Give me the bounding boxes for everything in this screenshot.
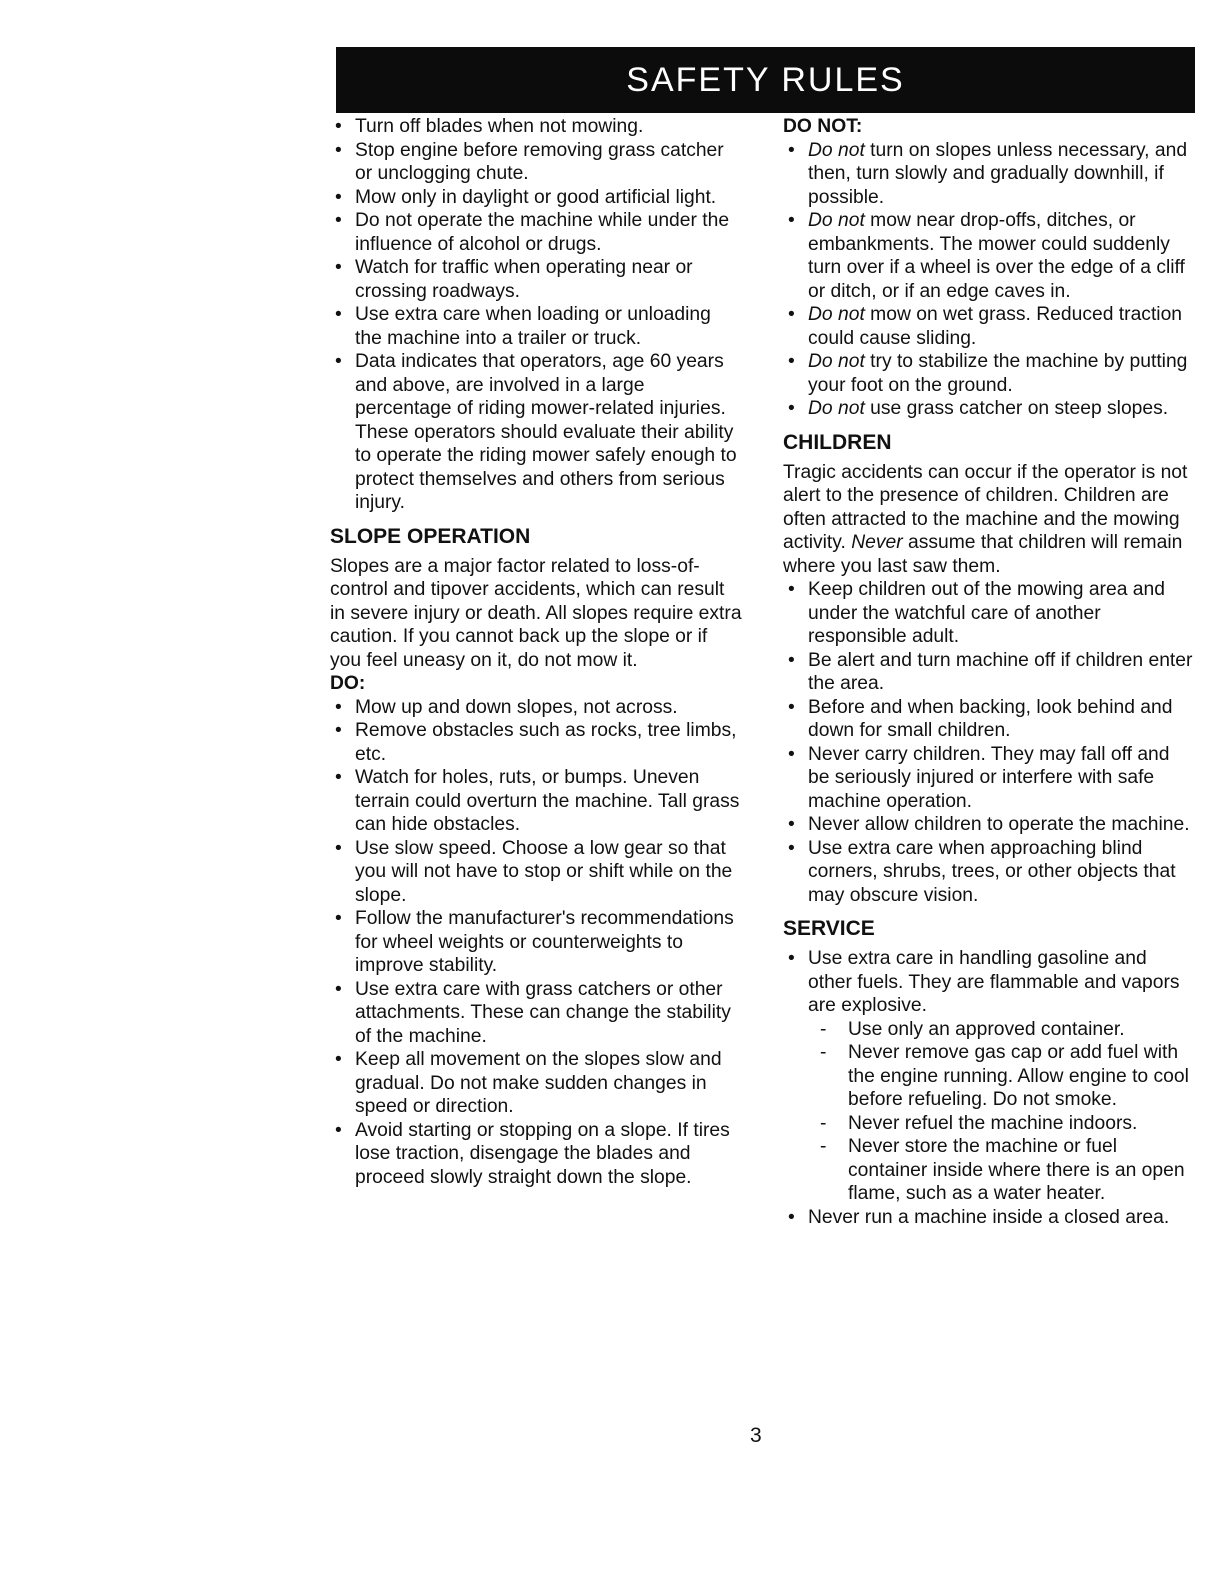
sub-list-item: - Never remove gas cap or add fuel with the engine running. Allow engine to cool before refueling. Do not smoke. [808, 1041, 1195, 1112]
never-emphasis: Never [851, 532, 903, 553]
do-not-emphasis: Do not [808, 351, 865, 372]
children-heading: CHILDREN [783, 430, 892, 454]
sub-list-item: - Use only an approved container. [808, 1018, 1195, 1042]
list-item-text: mow near drop-offs, ditches, or embankments. The mower could suddenly turn over if a wheel is over the edge of a cliff or ditch, or if an edge caves in. [808, 210, 1185, 302]
list-item [783, 350, 1195, 397]
list-item: • Never carry children. They may fall off and be seriously injured or interfere with safe machine operation. [783, 743, 1195, 814]
do-not-emphasis: Do not [808, 210, 865, 231]
list-item: • Mow up and down slopes, not across. [330, 696, 742, 720]
service-sublist [808, 1018, 1195, 1206]
do-not-emphasis: Do not [808, 304, 865, 325]
list-item: • Avoid starting or stopping on a slope. If tires lose traction, disengage the blades and proceed slowly straight down the slope. [330, 1119, 742, 1190]
list-item: • Data indicates that operators, age 60 years and above, are involved in a large percentage of riding mower-related injuries. These operators should evaluate their ability to operate the riding mower safely enough to protect themselves and others from serious injury. [330, 350, 742, 515]
list-item: • Watch for traffic when operating near or crossing roadways. [330, 256, 742, 303]
list-item-text: try to stabilize the machine by putting your foot on the ground. [808, 351, 1188, 396]
do-not-emphasis: Do not [808, 398, 865, 419]
sub-list-item: - Never store the machine or fuel container inside where there is an open flame, such as a water heater. [808, 1135, 1195, 1206]
children-intro-paragraph [783, 461, 1195, 579]
general-rules-list [330, 115, 742, 515]
list-item [783, 397, 1195, 421]
left-column [330, 115, 742, 1189]
section-title-banner: SAFETY RULES [336, 47, 1195, 113]
list-item: • Keep children out of the mowing area and under the watchful care of another responsible adult. [783, 578, 1195, 649]
list-item [783, 209, 1195, 303]
list-item: • Watch for holes, ruts, or bumps. Uneven terrain could overturn the machine. Tall grass can hide obstacles. [330, 766, 742, 837]
list-item: • Remove obstacles such as rocks, tree limbs, etc. [330, 719, 742, 766]
list-item: • Before and when backing, look behind and down for small children. [783, 696, 1195, 743]
list-item: • Keep all movement on the slopes slow and gradual. Do not make sudden changes in speed or direction. [330, 1048, 742, 1119]
list-item-text: Use extra care in handling gasoline and other fuels. They are flammable and vapors are explosive. [808, 948, 1180, 1016]
do-list [330, 696, 742, 1190]
slope-operation-heading: SLOPE OPERATION [330, 524, 531, 548]
list-item: • Use extra care with grass catchers or other attachments. These can change the stability of the machine. [330, 978, 742, 1049]
list-item: • Mow only in daylight or good artificial light. [330, 186, 742, 210]
children-intro-text: Tragic accidents can occur if the operator is not alert to the presence of children. Children are often attracted to the machine and the mowing activity. [783, 461, 1188, 553]
list-item [783, 139, 1195, 210]
do-not-list [783, 139, 1195, 421]
list-item: • Follow the manufacturer's recommendations for wheel weights or counterweights to improve stability. [330, 907, 742, 978]
sub-list-item: - Never refuel the machine indoors. [808, 1112, 1195, 1136]
list-item-text: mow on wet grass. Reduced traction could cause sliding. [808, 304, 1183, 349]
list-item: • Use slow speed. Choose a low gear so that you will not have to stop or shift while on the slope. [330, 837, 742, 908]
list-item-text: use grass catcher on steep slopes. [864, 398, 1169, 419]
list-item [783, 947, 1195, 1206]
list-item: • Never run a machine inside a closed area. [783, 1206, 1195, 1230]
children-list [783, 578, 1195, 907]
do-not-label: DO NOT: [783, 116, 863, 137]
page-number: 3 [750, 1424, 762, 1447]
children-intro-end: assume that children will remain where you last saw them. [783, 532, 1183, 577]
do-not-emphasis: Do not [808, 139, 865, 161]
list-item: • Turn off blades when not mowing. [330, 115, 742, 139]
list-item-text: turn on slopes unless necessary, and then, turn slowly and gradually downhill, if possible. [808, 139, 1188, 208]
service-heading: SERVICE [783, 917, 875, 940]
right-column [783, 115, 1195, 1229]
slope-intro-paragraph: Slopes are a major factor related to loss-of-control and tipover accidents, which can result in severe injury or death. All slopes require extra caution. If you cannot back up the slope or if you feel uneasy on it, do not mow it. [330, 555, 742, 671]
list-item: • Use extra care when loading or unloading the machine into a trailer or truck. [330, 303, 742, 350]
list-item: • Do not operate the machine while under the influence of alcohol or drugs. [330, 209, 742, 256]
list-item: • Be alert and turn machine off if children enter the area. [783, 649, 1195, 696]
list-item: • Use extra care when approaching blind corners, shrubs, trees, or other objects that may obscure vision. [783, 837, 1195, 908]
list-item [783, 303, 1195, 350]
do-label: DO: [330, 673, 366, 694]
list-item: • Stop engine before removing grass catcher or unclogging chute. [330, 139, 742, 186]
service-list [783, 947, 1195, 1229]
list-item: • Never allow children to operate the machine. [783, 813, 1195, 837]
